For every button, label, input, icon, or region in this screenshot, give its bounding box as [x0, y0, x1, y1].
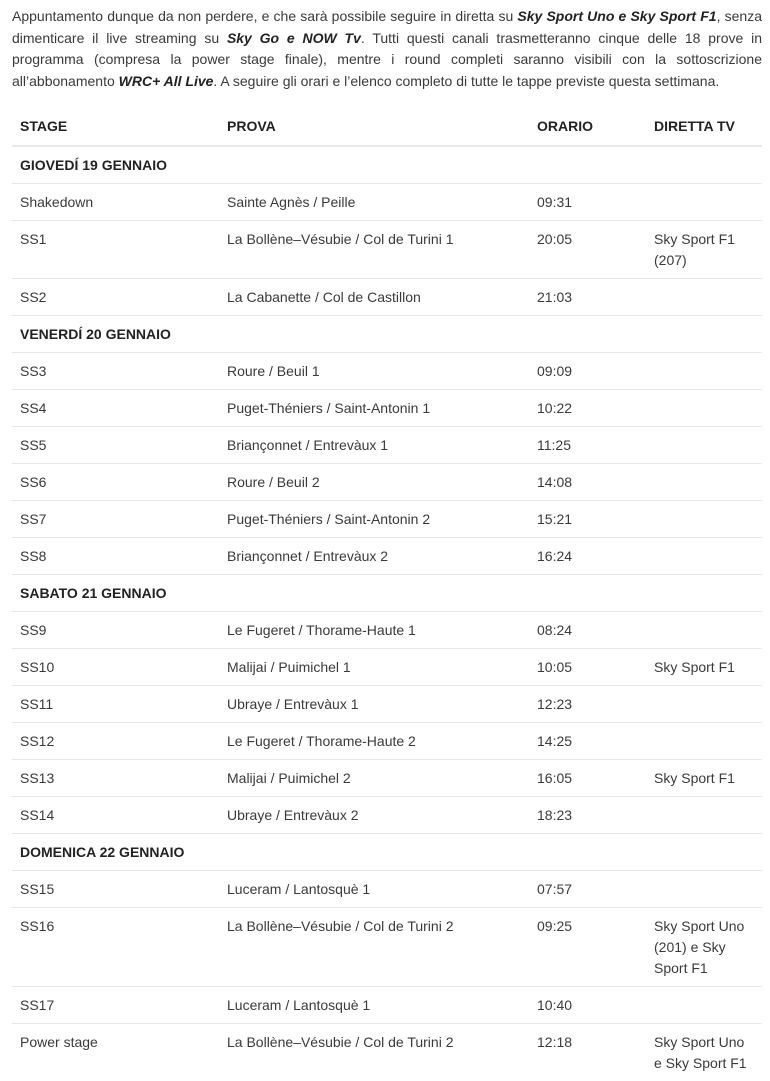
stage-cell: SS12: [12, 723, 219, 760]
prova-cell: Le Fugeret / Thorame-Haute 2: [219, 723, 529, 760]
orario-cell: 07:57: [529, 871, 646, 908]
diretta-tv-cell: [646, 538, 762, 575]
header-diretta-tv: DIRETTA TV: [646, 108, 762, 146]
day-label: VENERDÍ 20 GENNAIO: [12, 316, 762, 353]
orario-cell: 16:05: [529, 760, 646, 797]
day-label: GIOVEDÍ 19 GENNAIO: [12, 146, 762, 184]
orario-cell: 16:24: [529, 538, 646, 575]
orario-cell: 14:08: [529, 464, 646, 501]
intro-text: . Tutti questi canali trasmetteranno cinque delle 18 prove in programma (compresa la power stage finale), mentre i round completi saranno visibili con la sottoscrizione all’abbonamento: [12, 29, 762, 89]
diretta-tv-cell: Sky Sport F1 (207): [646, 221, 762, 279]
diretta-tv-cell: [646, 612, 762, 649]
diretta-tv-cell: [646, 427, 762, 464]
orario-cell: 12:18: [529, 1024, 646, 1081]
table-row: [12, 908, 762, 987]
table-row: [12, 390, 762, 427]
diretta-tv-cell: Sky Sport Uno (201) e Sky Sport F1: [646, 908, 762, 987]
intro-bold-wrc: WRC+ All Live: [118, 72, 214, 89]
prova-cell: Ubraye / Entrevàux 1: [219, 686, 529, 723]
intro-bold-streaming: Sky Go e NOW Tv: [226, 29, 361, 46]
table-row: [12, 871, 762, 908]
orario-cell: 09:31: [529, 184, 646, 221]
orario-cell: 14:25: [529, 723, 646, 760]
table-row: [12, 464, 762, 501]
table-row: [12, 279, 762, 316]
table-row: [12, 221, 762, 279]
stage-cell: SS11: [12, 686, 219, 723]
stage-cell: SS3: [12, 353, 219, 390]
stage-cell: SS8: [12, 538, 219, 575]
day-header-row: [12, 146, 762, 184]
day-header-row: [12, 575, 762, 612]
orario-cell: 08:24: [529, 612, 646, 649]
table-row: [12, 649, 762, 686]
intro-paragraph: [12, 6, 762, 92]
stage-cell: SS15: [12, 871, 219, 908]
orario-cell: 15:21: [529, 501, 646, 538]
diretta-tv-cell: Sky Sport F1: [646, 760, 762, 797]
prova-cell: La Bollène–Vésubie / Col de Turini 1: [219, 221, 529, 279]
stage-cell: SS13: [12, 760, 219, 797]
schedule-table: [12, 108, 762, 1081]
table-row: [12, 723, 762, 760]
orario-cell: 21:03: [529, 279, 646, 316]
diretta-tv-cell: [646, 279, 762, 316]
prova-cell: La Cabanette / Col de Castillon: [219, 279, 529, 316]
prova-cell: Malijai / Puimichel 1: [219, 649, 529, 686]
stage-cell: SS10: [12, 649, 219, 686]
prova-cell: Roure / Beuil 1: [219, 353, 529, 390]
orario-cell: 09:25: [529, 908, 646, 987]
prova-cell: Sainte Agnès / Peille: [219, 184, 529, 221]
diretta-tv-cell: [646, 686, 762, 723]
stage-cell: SS16: [12, 908, 219, 987]
orario-cell: 10:40: [529, 987, 646, 1024]
table-row: [12, 987, 762, 1024]
header-orario: ORARIO: [529, 108, 646, 146]
intro-text: , senza dimenticare il live streaming su: [12, 8, 762, 46]
orario-cell: 10:05: [529, 649, 646, 686]
orario-cell: 11:25: [529, 427, 646, 464]
stage-cell: SS7: [12, 501, 219, 538]
orario-cell: 18:23: [529, 797, 646, 834]
stage-cell: SS5: [12, 427, 219, 464]
stage-cell: SS1: [12, 221, 219, 279]
diretta-tv-cell: [646, 353, 762, 390]
stage-cell: SS4: [12, 390, 219, 427]
stage-cell: Shakedown: [12, 184, 219, 221]
intro-text: . A seguire gli orari e l’elenco completo di tutte le tappe previste questa settimana.: [213, 72, 720, 89]
diretta-tv-cell: [646, 723, 762, 760]
diretta-tv-cell: [646, 390, 762, 427]
prova-cell: Briançonnet / Entrevàux 1: [219, 427, 529, 464]
diretta-tv-cell: [646, 797, 762, 834]
header-prova: PROVA: [219, 108, 529, 146]
table-row: [12, 427, 762, 464]
stage-cell: SS14: [12, 797, 219, 834]
table-row: [12, 501, 762, 538]
prova-cell: Luceram / Lantosquè 1: [219, 871, 529, 908]
orario-cell: 12:23: [529, 686, 646, 723]
table-row: [12, 1024, 762, 1081]
day-header-row: [12, 834, 762, 871]
prova-cell: Puget-Théniers / Saint-Antonin 1: [219, 390, 529, 427]
table-row: [12, 686, 762, 723]
prova-cell: Briançonnet / Entrevàux 2: [219, 538, 529, 575]
day-header-row: [12, 316, 762, 353]
prova-cell: Roure / Beuil 2: [219, 464, 529, 501]
header-stage: STAGE: [12, 108, 219, 146]
prova-cell: Puget-Théniers / Saint-Antonin 2: [219, 501, 529, 538]
diretta-tv-cell: [646, 464, 762, 501]
stage-cell: SS9: [12, 612, 219, 649]
prova-cell: Le Fugeret / Thorame-Haute 1: [219, 612, 529, 649]
diretta-tv-cell: [646, 184, 762, 221]
prova-cell: Ubraye / Entrevàux 2: [219, 797, 529, 834]
diretta-tv-cell: [646, 501, 762, 538]
stage-cell: Power stage: [12, 1024, 219, 1081]
intro-bold-channels: Sky Sport Uno e Sky Sport F1: [517, 8, 717, 24]
table-row: [12, 184, 762, 221]
diretta-tv-cell: Sky Sport Uno e Sky Sport F1: [646, 1024, 762, 1081]
prova-cell: Luceram / Lantosquè 1: [219, 987, 529, 1024]
orario-cell: 20:05: [529, 221, 646, 279]
diretta-tv-cell: Sky Sport F1: [646, 649, 762, 686]
prova-cell: La Bollène–Vésubie / Col de Turini 2: [219, 908, 529, 987]
intro-text: Appuntamento dunque da non perdere, e che sarà possibile seguire in diretta su: [12, 8, 518, 24]
diretta-tv-cell: [646, 987, 762, 1024]
table-row: [12, 353, 762, 390]
day-label: SABATO 21 GENNAIO: [12, 575, 762, 612]
stage-cell: SS17: [12, 987, 219, 1024]
prova-cell: La Bollène–Vésubie / Col de Turini 2: [219, 1024, 529, 1081]
stage-cell: SS6: [12, 464, 219, 501]
orario-cell: 09:09: [529, 353, 646, 390]
table-row: [12, 612, 762, 649]
table-row: [12, 797, 762, 834]
stage-cell: SS2: [12, 279, 219, 316]
table-row: [12, 760, 762, 797]
table-row: [12, 538, 762, 575]
diretta-tv-cell: [646, 871, 762, 908]
prova-cell: Malijai / Puimichel 2: [219, 760, 529, 797]
day-label: DOMENICA 22 GENNAIO: [12, 834, 762, 871]
table-header-row: [12, 108, 762, 146]
orario-cell: 10:22: [529, 390, 646, 427]
